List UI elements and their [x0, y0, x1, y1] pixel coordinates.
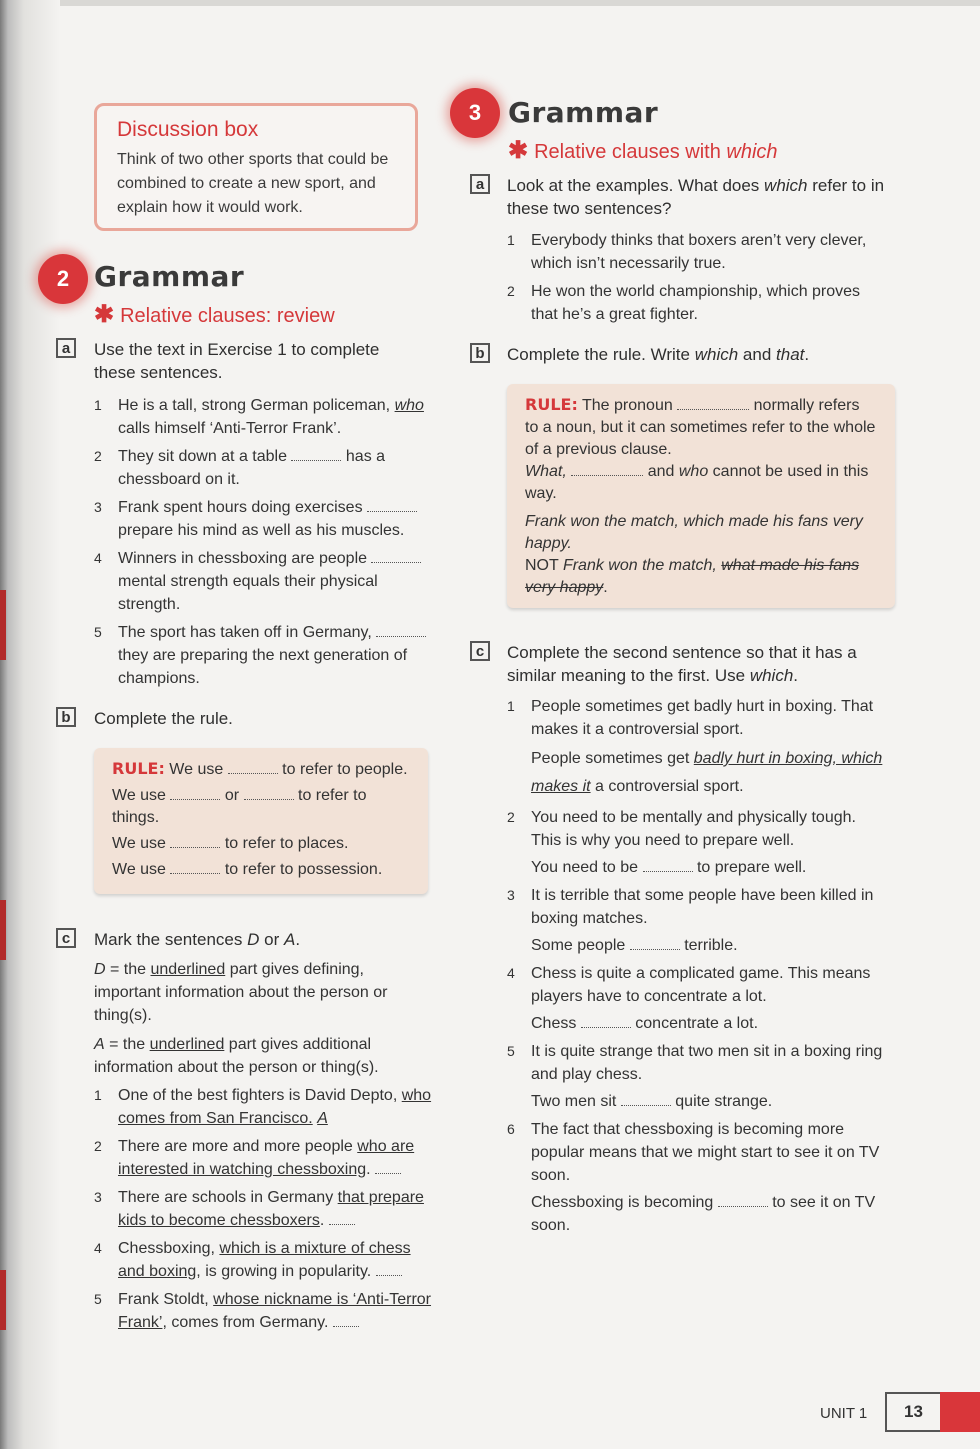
rule-box: RULE: The pronoun normally refers to a noun, but it can sometimes refer to the whole of a previous clause. What, and who cannot be used in this way. Frank won the match, which made his fans very happy. NOT Frank won the match, what made his fans very happy. [507, 384, 895, 608]
exercise-instruction: Complete the rule. [94, 709, 233, 728]
edge-tab [0, 900, 6, 960]
exercise-letter: b [56, 707, 76, 727]
list-item: 5 Frank Stoldt, whose nickname is ‘Anti-Terror Frank’, comes from Germany. [94, 1291, 432, 1331]
answer-blank[interactable] [376, 1263, 402, 1276]
page-gutter [0, 0, 60, 1449]
section-number-badge: 3 [450, 88, 500, 138]
list-item: 1 People sometimes get badly hurt in boxing. That makes it a controversial sport. People sometimes get badly hurt in boxing, which makes it a controversial sport. [507, 698, 883, 795]
list-item: 3 Frank spent hours doing exercises prepare his mind as well as his muscles. [94, 496, 434, 542]
exercise-letter: c [56, 928, 76, 948]
exercise-instruction: Complete the second sentence so that it has a similar meaning to the first. Use which. [507, 643, 857, 685]
rule-label: RULE: [525, 395, 578, 414]
exercise-letter: c [470, 641, 490, 661]
list-item: 4 Winners in chessboxing are people mental strength equals their physical strength. [94, 547, 434, 616]
list-item: 1 One of the best fighters is David Depto, who comes from San Francisco. A [94, 1087, 432, 1127]
answer-blank[interactable] [375, 1161, 401, 1174]
answer-blank[interactable] [571, 463, 643, 476]
exercise-instruction: Use the text in Exercise 1 to complete these sentences. [94, 340, 380, 382]
answer-blank[interactable] [170, 861, 220, 874]
definition-a: A = the underlined part gives additional information about the person or thing(s). [94, 1036, 379, 1076]
answer-blank[interactable] [244, 787, 294, 800]
unit-label: UNIT 1 [820, 1405, 868, 1422]
answer-blank[interactable] [291, 448, 341, 461]
answer-blank[interactable] [170, 835, 220, 848]
section-subheading: ✱ Relative clauses with which [508, 137, 778, 164]
edge-tab [0, 1270, 6, 1330]
list-item: 4 Chessboxing, which is a mixture of chess and boxing, is growing in popularity. [94, 1240, 411, 1280]
exercise-letter: b [470, 343, 490, 363]
list-item: 4 Chess is quite a complicated game. This means players have to concentrate a lot. Chess concentrate a lot. [507, 965, 871, 1032]
answer-blank[interactable] [718, 1194, 768, 1207]
answer-blank[interactable] [630, 937, 680, 950]
answer-blank[interactable] [367, 499, 417, 512]
exercise-letter: a [56, 338, 76, 358]
discussion-title: Discussion box [117, 118, 259, 141]
list-item: 2 You need to be mentally and physically tough. This is why you need to prepare well. You need to be to prepare well. [507, 809, 856, 876]
rule-box: RULE: We use to refer to people. We use or to refer to things. We use to refer to places. We use to refer to possession. [94, 748, 428, 894]
rule-label: RULE: [112, 759, 165, 778]
answer-blank[interactable] [170, 787, 220, 800]
exercise-list [507, 695, 887, 1242]
exercise-instruction: Mark the sentences D or A. [94, 930, 301, 949]
list-item: 5 The sport has taken off in Germany, they are preparing the next generation of champions. [94, 621, 434, 690]
discussion-text: Think of two other sports that could be combined to create a new sport, and explain how it would work. [117, 151, 389, 216]
exercise-list [507, 229, 887, 331]
list-item: 1 He is a tall, strong German policeman, who calls himself ‘Anti-Terror Frank’. [94, 397, 424, 437]
page-corner-tab [940, 1392, 980, 1432]
list-item: 2 He won the world championship, which proves that he’s a great fighter. [507, 283, 861, 323]
answer-mark[interactable]: A [317, 1110, 328, 1127]
answer-blank[interactable] [677, 397, 749, 410]
answer-blank[interactable] [228, 761, 278, 774]
discussion-box [94, 103, 418, 231]
edge-tab [0, 590, 6, 660]
answer-blank[interactable] [371, 550, 421, 563]
answer-blank[interactable] [643, 859, 693, 872]
page-number: 13 [885, 1392, 940, 1432]
definition-d: D = the underlined part gives defining, important information about the person or thing(s). [94, 961, 388, 1024]
answer-blank[interactable] [376, 624, 426, 637]
answer-blank[interactable] [581, 1015, 631, 1028]
list-item: 6 The fact that chessboxing is becoming more popular means that we might start to see it on TV soon. Chessboxing is becoming to see it on TV soon. [507, 1121, 880, 1234]
section-heading: Grammar [94, 260, 245, 293]
star-icon: ✱ [508, 137, 529, 164]
answer-blank[interactable] [329, 1212, 355, 1225]
top-edge [0, 0, 980, 6]
section-heading: Grammar [508, 96, 659, 129]
list-item: 3 It is terrible that some people have been killed in boxing matches. Some people terrible. [507, 887, 874, 954]
section-number-badge: 2 [38, 254, 88, 304]
answer-blank[interactable] [621, 1093, 671, 1106]
exercise-instruction: Look at the examples. What does which refer to in these two sentences? [507, 176, 885, 218]
list-item: 3 There are schools in Germany that prepare kids to become chessboxers. [94, 1189, 424, 1229]
definitions [94, 958, 424, 1085]
exercise-list [94, 1084, 434, 1339]
list-item: 1 Everybody thinks that boxers aren’t very clever, which isn’t necessarily true. [507, 232, 867, 272]
star-icon: ✱ [94, 301, 115, 328]
list-item: 2 They sit down at a table has a chessboard on it. [94, 448, 386, 488]
exercise-list [94, 394, 434, 695]
exercise-letter: a [470, 174, 490, 194]
list-item: 5 It is quite strange that two men sit in a boxing ring and play chess. Two men sit quite strange. [507, 1043, 883, 1110]
exercise-instruction: Complete the rule. Write which and that. [507, 345, 810, 364]
section-subheading: ✱ Relative clauses: review [94, 301, 335, 328]
list-item: 2 There are more and more people who are interested in watching chessboxing. [94, 1138, 415, 1178]
answer-blank[interactable] [333, 1314, 359, 1327]
